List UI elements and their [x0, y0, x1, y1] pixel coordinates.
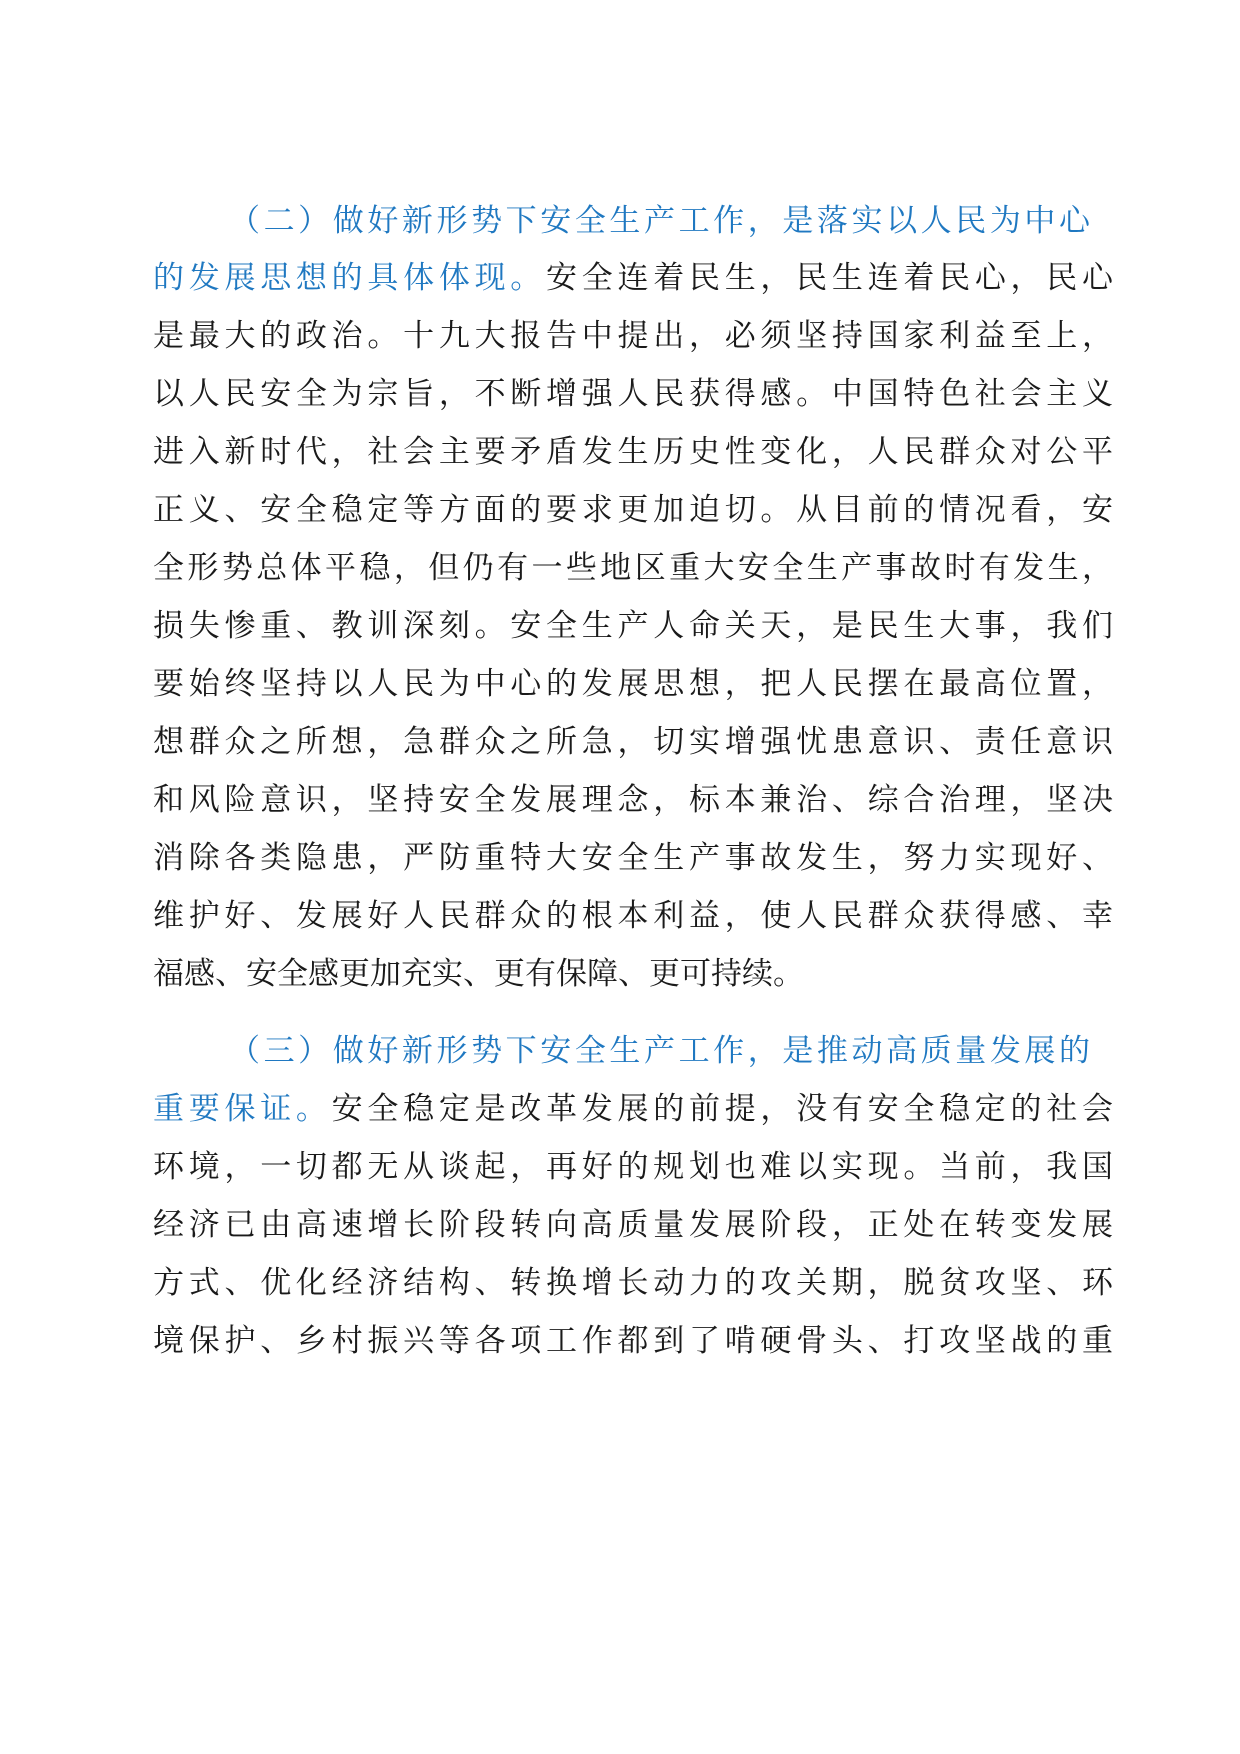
section2-line-1	[229, 197, 1090, 245]
section2-line-8: 损失惨重、教训深刻。安全生产人命关天，是民生大事，我们	[153, 608, 1113, 644]
section2-heading: （二）做好新形势下安全生产工作，是落实以人民为中心	[229, 203, 1090, 239]
section2-line-2	[153, 254, 1113, 302]
section2-line-7: 全形势总体平稳，但仍有一些地区重大安全生产事故时有发生，	[153, 550, 1113, 586]
section3-line-5: 方式、优化经济结构、转换增长动力的攻关期，脱贫攻坚、环	[153, 1265, 1113, 1301]
section2-line-10: 想群众之所想，急群众之所急，切实增强忧患意识、责任意识	[153, 724, 1113, 760]
section3-line-6: 境保护、乡村振兴等各项工作都到了啃硬骨头、打攻坚战的重	[153, 1323, 1113, 1359]
section2-line-6: 正义、安全稳定等方面的要求更加迫切。从目前的情况看，安	[153, 492, 1113, 528]
section2-body-text: 安全连着民生，民生连着民心，民心	[546, 260, 1114, 296]
section3-heading: （三）做好新形势下安全生产工作，是推动高质量发展的	[229, 1033, 1090, 1069]
section3-line-1	[229, 1027, 1090, 1075]
section3-line-4: 经济已由高速增长阶段转向高质量发展阶段，正处在转变发展	[153, 1207, 1113, 1243]
section2-line-11: 和风险意识，坚持安全发展理念，标本兼治、综合治理，坚决	[153, 782, 1113, 818]
section2-line-12: 消除各类隐患，严防重特大安全生产事故发生，努力实现好、	[153, 840, 1113, 876]
section3-heading-cont: 重要保证。	[153, 1091, 332, 1127]
section2-line-13: 维护好、发展好人民群众的根本利益，使人民群众获得感、幸	[153, 898, 1113, 934]
section2-line-14: 福感、安全感更加充实、更有保障、更可持续。	[153, 956, 804, 992]
section3-body-text: 安全稳定是改革发展的前提，没有安全稳定的社会	[331, 1091, 1114, 1127]
section2-heading-cont: 的发展思想的具体体现。	[153, 260, 547, 296]
section3-line-3: 环境，一切都无从谈起，再好的规划也难以实现。当前，我国	[153, 1149, 1113, 1185]
section3-line-2	[153, 1085, 1113, 1133]
section2-line-9: 要始终坚持以人民为中心的发展思想，把人民摆在最高位置，	[153, 666, 1113, 702]
section2-line-3: 是最大的政治。十九大报告中提出，必须坚持国家利益至上，	[153, 318, 1113, 354]
section2-line-5: 进入新时代，社会主要矛盾发生历史性变化，人民群众对公平	[153, 434, 1113, 470]
section2-line-4: 以人民安全为宗旨，不断增强人民获得感。中国特色社会主义	[153, 376, 1113, 412]
